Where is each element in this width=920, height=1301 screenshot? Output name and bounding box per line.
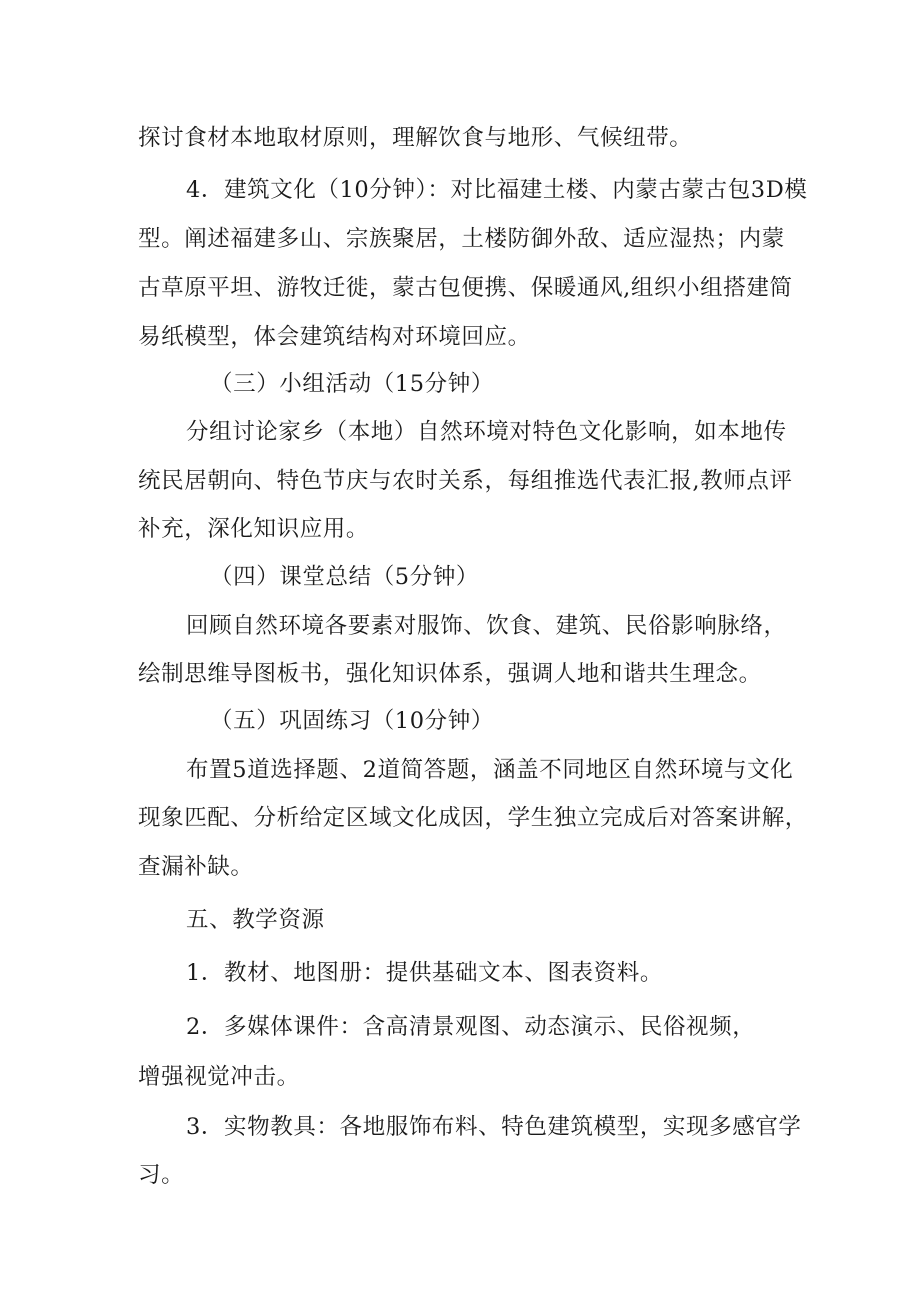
text-line: 古草原平坦、游牧迁徙，蒙古包便携、保暖通风,组织小组搭建简 bbox=[138, 275, 793, 301]
text-line: 探讨食材本地取材原则，理解饮食与地形、气候纽带。 bbox=[138, 125, 693, 151]
text-line: 增强视觉冲击。 bbox=[138, 1064, 300, 1090]
text-line: 3．实物教具：各地服饰布料、特色建筑模型，实现多感官学 bbox=[186, 1114, 802, 1140]
text-line: 布置5道选择题、2道简答题，涵盖不同地区自然环境与文化 bbox=[186, 757, 794, 783]
text-line: 现象匹配、分析给定区域文化成因，学生独立完成后对答案讲解， bbox=[138, 805, 808, 831]
text-line: 查漏补缺。 bbox=[138, 854, 254, 880]
text-line: 统民居朝向、特色节庆与农时关系，每组推选代表汇报,教师点评 bbox=[138, 468, 793, 494]
text-line: 易纸模型，体会建筑结构对环境回应。 bbox=[138, 324, 531, 350]
text-line: 4．建筑文化（10分钟）：对比福建土楼、内蒙古蒙古包3D模 bbox=[186, 177, 808, 203]
text-line: 分组讨论家乡（本地）自然环境对特色文化影响，如本地传 bbox=[186, 419, 787, 445]
text-line: 2．多媒体课件：含高清景观图、动态演示、民俗视频， bbox=[186, 1014, 756, 1040]
text-line: 1．教材、地图册：提供基础文本、图表资料。 bbox=[186, 960, 663, 986]
text-line: 绘制思维导图板书，强化知识体系，强调人地和谐共生理念。 bbox=[138, 661, 762, 687]
section-heading: （四）课堂总结（5分钟） bbox=[210, 564, 480, 590]
text-line: 回顾自然环境各要素对服饰、饮食、建筑、民俗影响脉络， bbox=[186, 613, 787, 639]
section-heading: （三）小组活动（15分钟） bbox=[210, 371, 494, 397]
text-line: 型。阐述福建多山、宗族聚居，土楼防御外敌、适应湿热；内蒙 bbox=[138, 226, 785, 252]
text-line: 补充，深化知识应用。 bbox=[138, 516, 370, 542]
section-heading: 五、教学资源 bbox=[186, 907, 325, 933]
text-line: 习。 bbox=[138, 1162, 185, 1188]
section-heading: （五）巩固练习（10分钟） bbox=[210, 708, 494, 734]
